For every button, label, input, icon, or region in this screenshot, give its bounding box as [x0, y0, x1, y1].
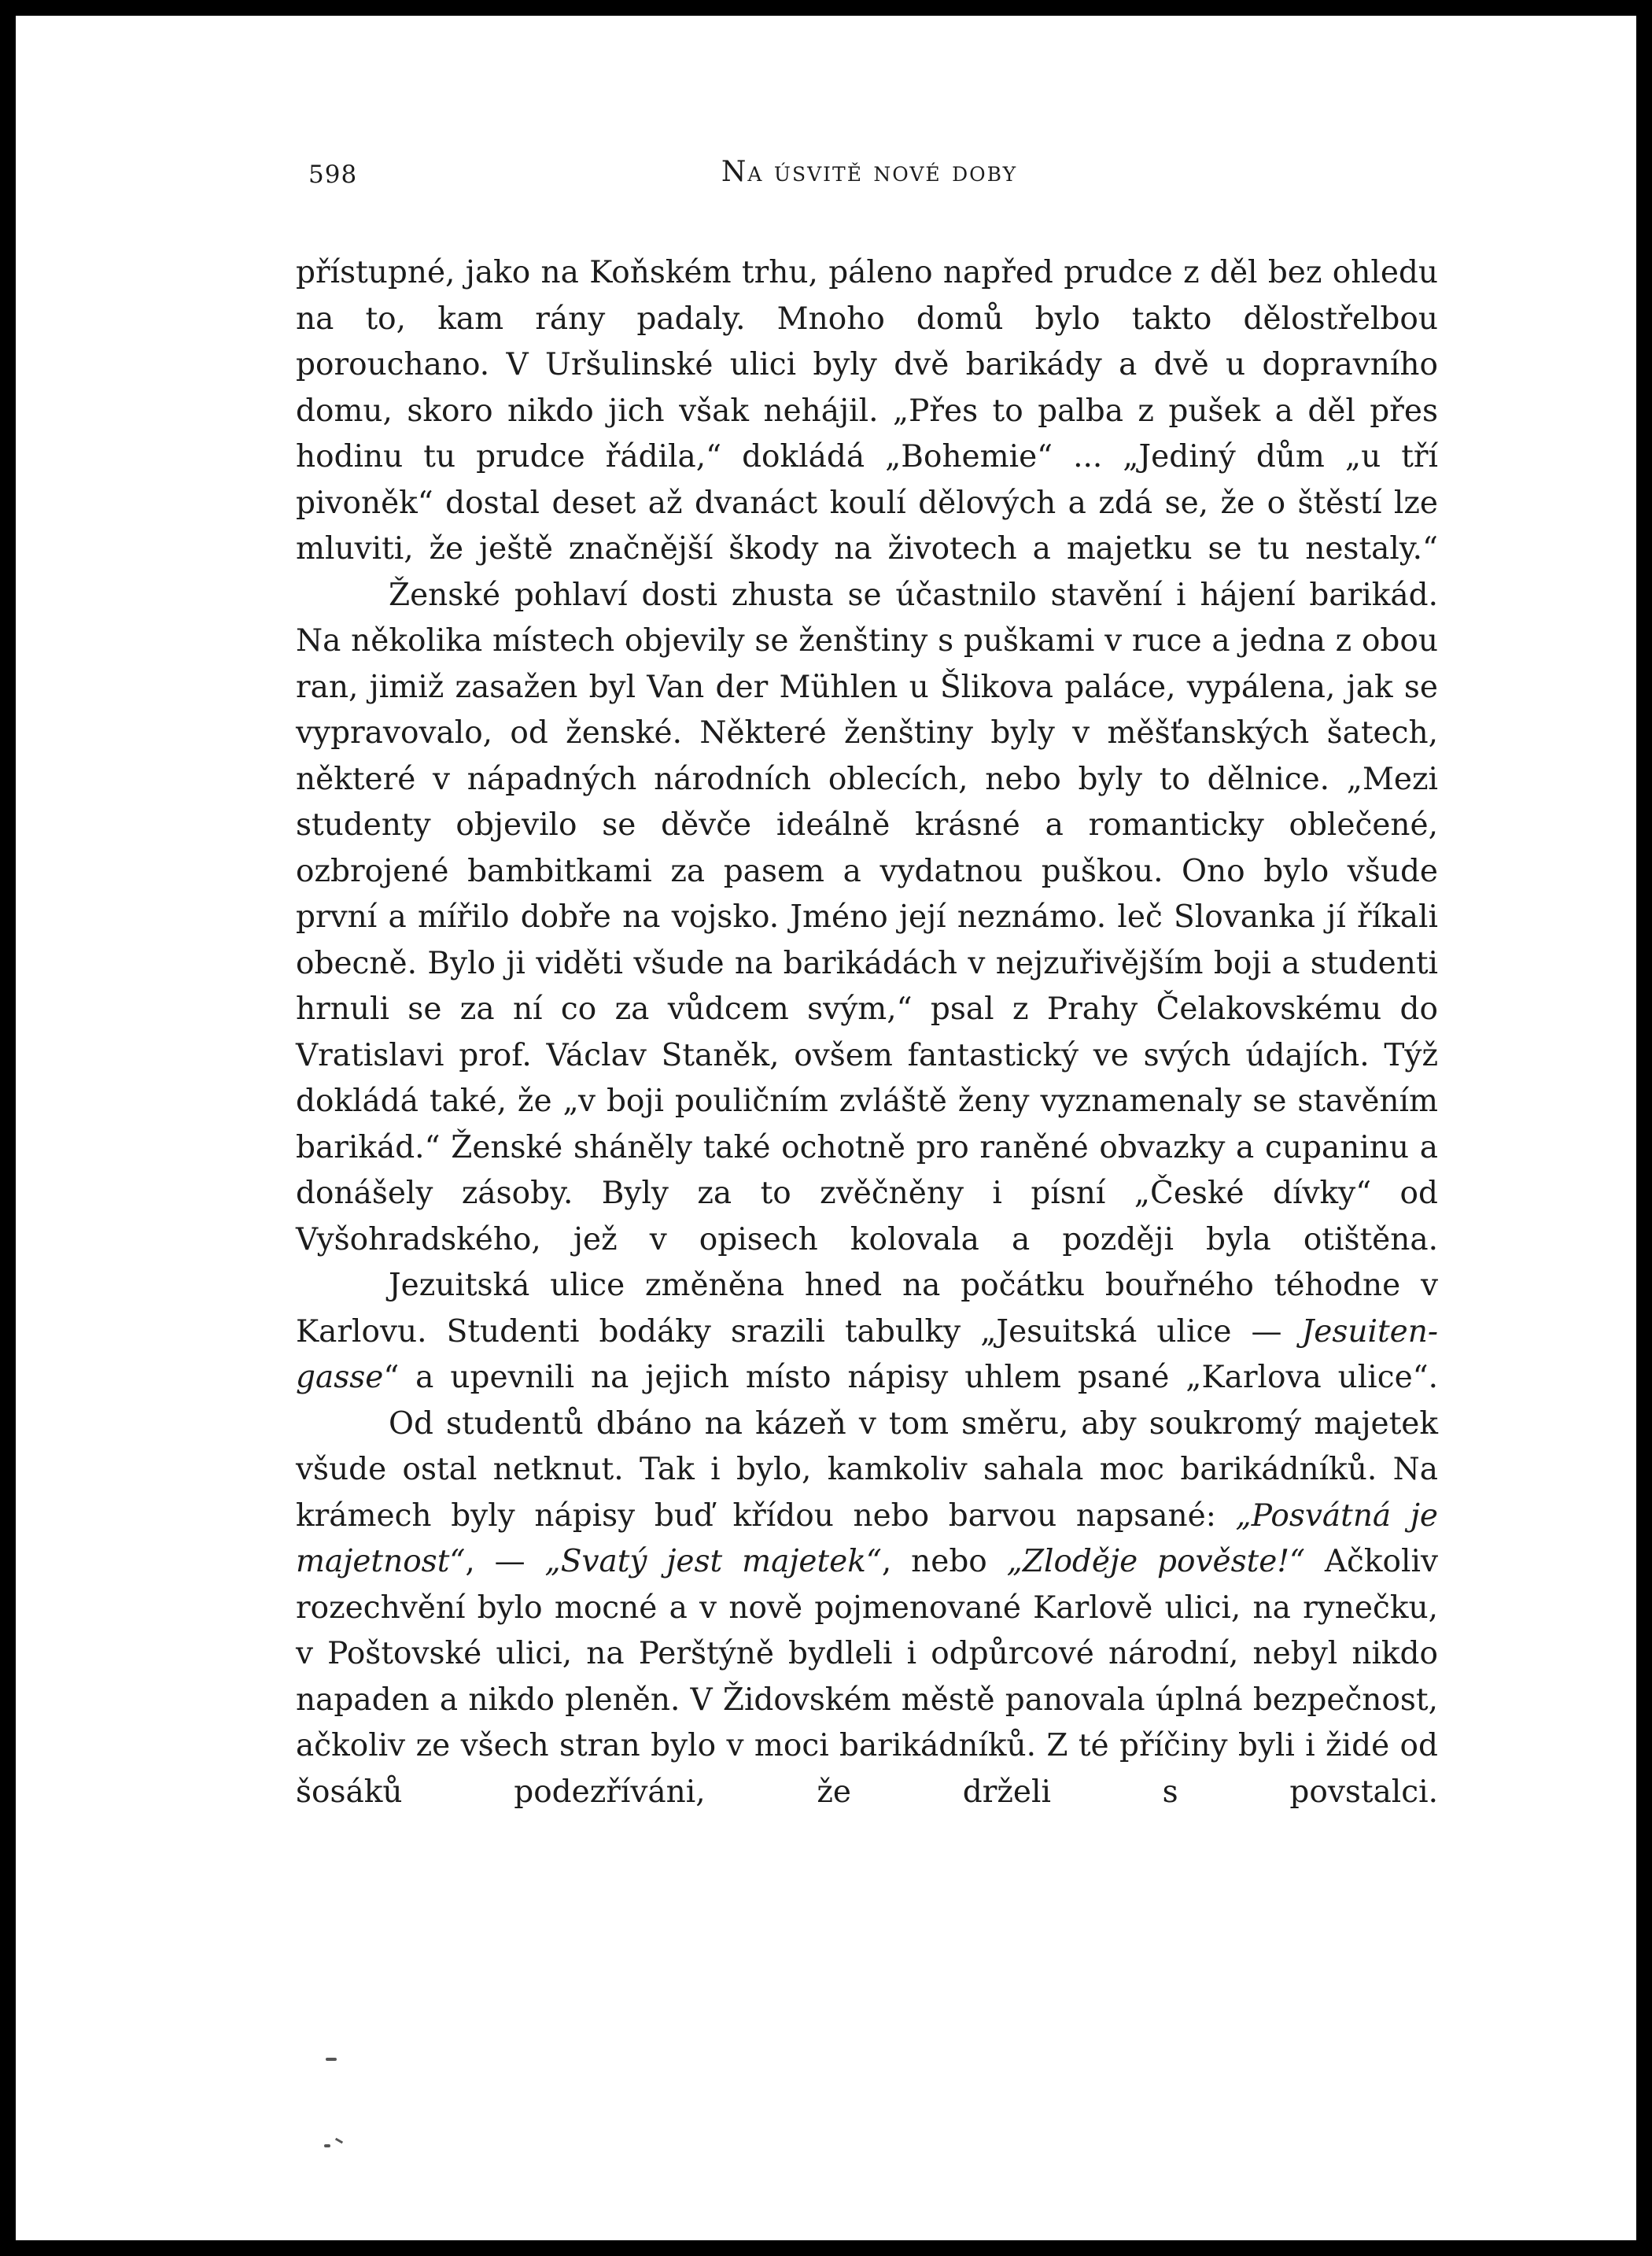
- paragraph-2: Ženské pohlaví dosti zhusta se účastnilo stavění i hájení barikád. Na několika místech objevily se ženštiny s puškami v ruce a jedna z obou ran, jimiž zasažen byl Van der Mühlen u Šlikova paláce, vypálena, jak se vypravovalo, od ženské. Některé ženštiny byly v měšťanských šatech, některé v nápadných národních oblecích, nebo byly to dělnice. „Mezi studenty objevilo se děvče ideálně krásné a romanticky oblečené, ozbrojené bambitkami za pasem a vydatnou puškou. Ono bylo všude první a mířilo dobře na vojsko. Jméno její neznámo. leč Slovanka jí říkali obecně. Bylo ji viděti všude na barikádách v nejzuřivějším boji a studenti hrnuli se za ní co za vůdcem svým,“ psal z Prahy Čelakovskému do Vratislavi prof. Václav Staněk, ovšem fantastický ve svých údajích. Týž dokládá také, že „v boji pouličním zvláště ženy vyznamenaly se stavěním barikád.“ Ženské sháněly také ochotně pro raněné obvazky a cupaninu a donášely zásoby. Byly za to zvěčněny i písní „České dívky“ od Vyšohradského, jež v opisech kolovala a později byla otištěna.: [296, 577, 1438, 1257]
- paragraph-3-gothic-text: Jesuiten-gasse: [296, 1313, 1438, 1395]
- book-page: [16, 16, 1636, 2240]
- scan-speck: [326, 2058, 337, 2061]
- paragraph-4: [296, 1401, 1438, 1816]
- scan-specks: [324, 2058, 356, 2176]
- paragraph-3-text-b: “ a upevnili na jejich místo nápisy uhlem psané „Karlova ulice“.: [383, 1360, 1438, 1395]
- paragraph-1: přístupné, jako na Koňském trhu, páleno napřed prudce z děl bez ohledu na to, kam rány padaly. Mnoho domů bylo takto dělostřelbou porouchano. V Uršulinské ulici byly dvě barikády a dvě u dopravního domu, skoro nikdo jich však nehájil. „Přes to palba z pušek a děl přes hodinu tu prudce řádila,“ dokládá „Bohemie“ ... „Jediný dům „u tří pivoněk“ dostal deset až dvanáct koulí dělových a zdá se, že o štěstí lze mluviti, že ještě značnější škody na životech a majetku se tu nestaly.“: [296, 255, 1438, 567]
- chapter-title: Na úsvitě nové doby: [721, 156, 1018, 188]
- paragraph-4-text-c: , nebo: [881, 1544, 1007, 1579]
- scan-speck: [335, 2138, 343, 2144]
- paragraph-4-text-d: Ačkoliv rozechvění bylo mocné a v nově pojmenované Karlově ulici, na rynečku, v Poštovské ulici, na Perštýně bydleli i odpůrcové národní, nebyl nikdo napaden a nikdo pleněn. V Židovském městě panovala úplná bezpečnost, ačkoliv ze všech stran bylo v moci barikádníků. Z té příčiny byli i židé od šosáků podezříváni, že drželi s povstalci.: [296, 1544, 1438, 1810]
- scan-speck: [324, 2144, 330, 2147]
- paragraph-4-text-b: , —: [465, 1544, 545, 1579]
- paragraph-3: [296, 1263, 1438, 1401]
- text-body: [296, 250, 1438, 1815]
- running-head: [291, 156, 1447, 203]
- paragraph-4-italic-3: „Zloděje pověste!“: [1006, 1544, 1305, 1579]
- paragraph-4-italic-1: „Posvátná je majetnost“: [296, 1497, 1439, 1579]
- paragraph-4-text-a: Od studentů dbáno na kázeň v tom směru, aby soukromý majetek všude ostal netknut. Tak i bylo, kamkoliv sahala moc barikádníků. Na krámech byly nápisy buď křídou nebo barvou napsané:: [296, 1405, 1438, 1534]
- paragraph-4-italic-2: „Svatý jest majetek“: [544, 1544, 882, 1579]
- page-number: 598: [308, 161, 358, 189]
- paragraph-3-text-a: Jezuitská ulice změněna hned na počátku bouřného téhodne v Karlovu. Studenti bodáky srazili tabulky „Jesuitská ulice —: [296, 1268, 1438, 1350]
